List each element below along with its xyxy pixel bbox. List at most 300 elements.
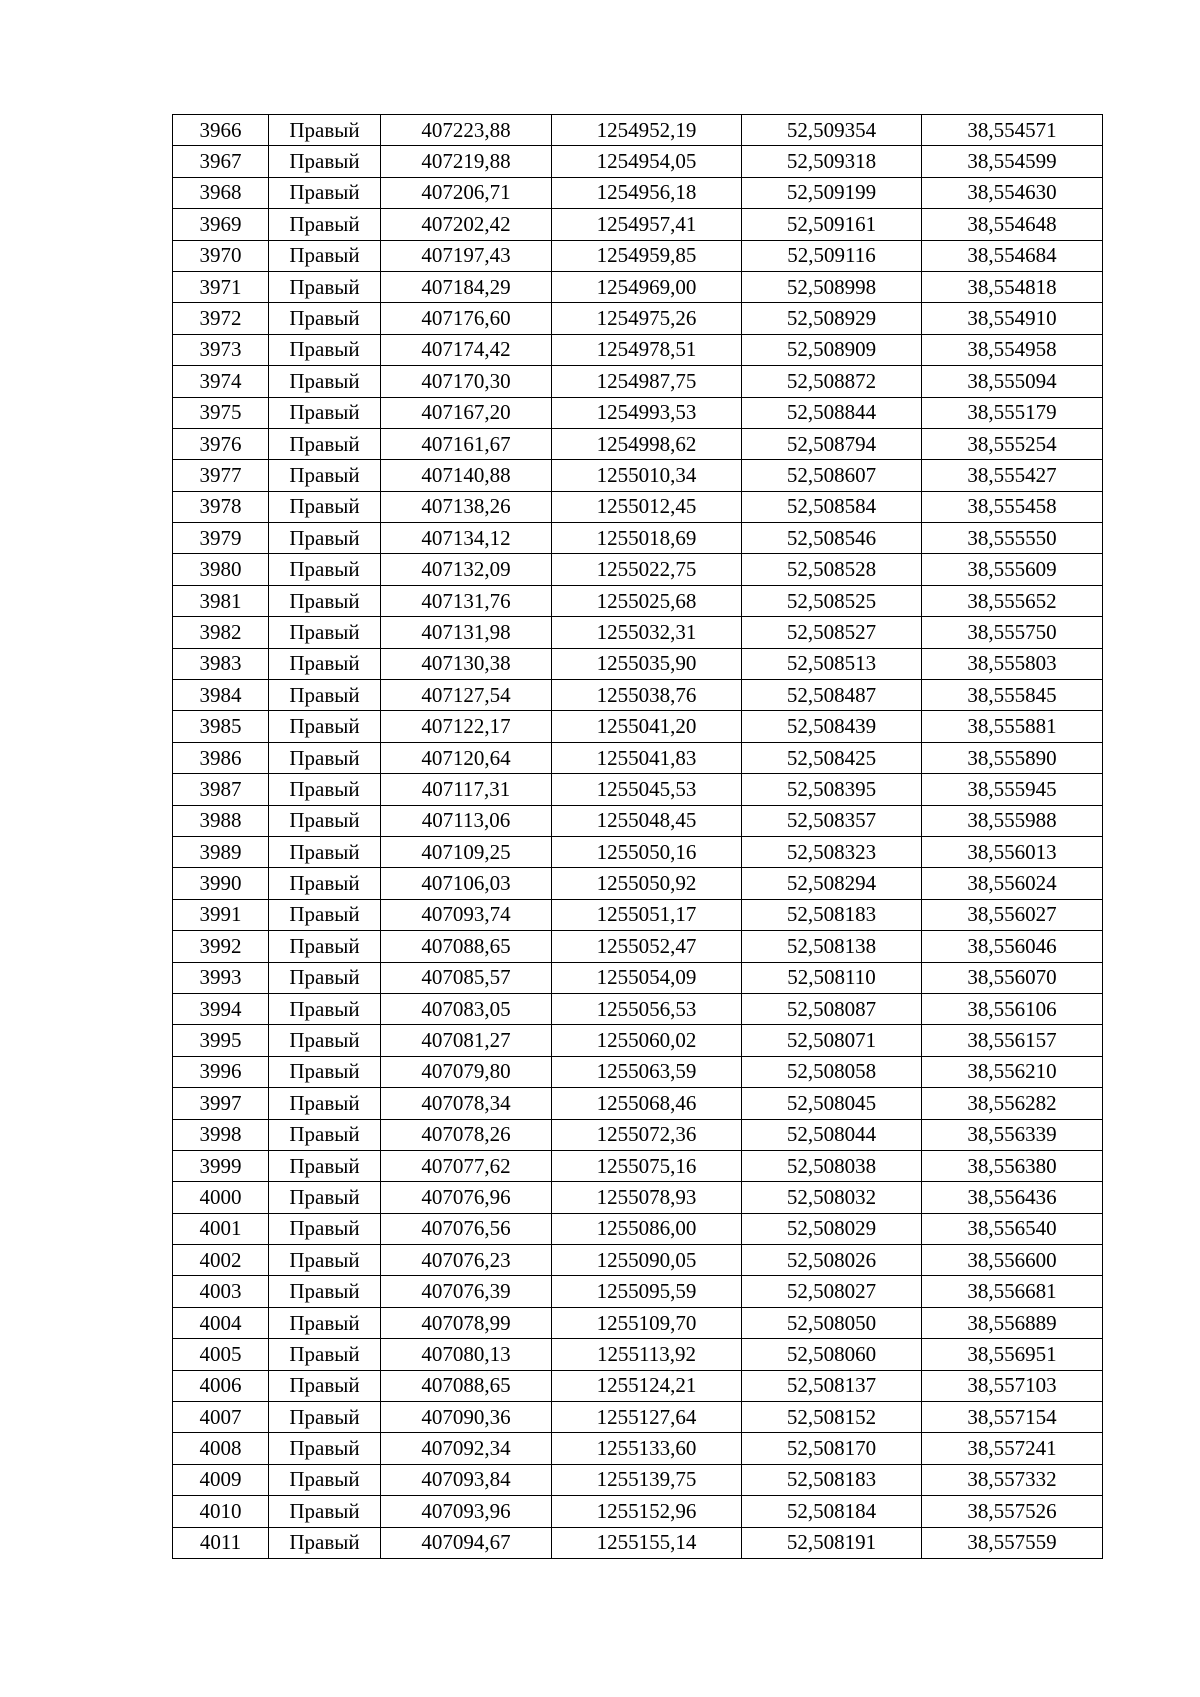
table-row	[173, 805, 1103, 836]
point-number-cell: 3983	[173, 648, 269, 679]
table-row	[173, 1056, 1103, 1087]
y-coordinate-cell: 1255113,92	[552, 1339, 742, 1370]
latitude-cell: 52,508170	[742, 1433, 922, 1464]
x-coordinate-cell: 407080,13	[381, 1339, 552, 1370]
table-row	[173, 1307, 1103, 1338]
longitude-cell: 38,555652	[922, 585, 1103, 616]
table-row	[173, 836, 1103, 867]
table-row	[173, 460, 1103, 491]
y-coordinate-cell: 1255012,45	[552, 491, 742, 522]
side-cell: Правый	[269, 366, 381, 397]
side-cell: Правый	[269, 271, 381, 302]
side-cell: Правый	[269, 1370, 381, 1401]
y-coordinate-cell: 1254993,53	[552, 397, 742, 428]
y-coordinate-cell: 1255038,76	[552, 680, 742, 711]
table-row	[173, 1088, 1103, 1119]
coordinates-table	[172, 114, 1103, 1559]
x-coordinate-cell: 407076,96	[381, 1182, 552, 1213]
latitude-cell: 52,508584	[742, 491, 922, 522]
side-cell: Правый	[269, 1056, 381, 1087]
x-coordinate-cell: 407088,65	[381, 931, 552, 962]
y-coordinate-cell: 1254957,41	[552, 209, 742, 240]
longitude-cell: 38,556282	[922, 1088, 1103, 1119]
x-coordinate-cell: 407076,39	[381, 1276, 552, 1307]
side-cell: Правый	[269, 115, 381, 146]
x-coordinate-cell: 407093,84	[381, 1464, 552, 1495]
point-number-cell: 3973	[173, 334, 269, 365]
point-number-cell: 3984	[173, 680, 269, 711]
x-coordinate-cell: 407132,09	[381, 554, 552, 585]
longitude-cell: 38,557103	[922, 1370, 1103, 1401]
longitude-cell: 38,555890	[922, 742, 1103, 773]
latitude-cell: 52,509318	[742, 146, 922, 177]
point-number-cell: 4001	[173, 1213, 269, 1244]
latitude-cell: 52,508525	[742, 585, 922, 616]
latitude-cell: 52,508038	[742, 1150, 922, 1181]
latitude-cell: 52,508087	[742, 993, 922, 1024]
side-cell: Правый	[269, 1276, 381, 1307]
longitude-cell: 38,556070	[922, 962, 1103, 993]
side-cell: Правый	[269, 1464, 381, 1495]
longitude-cell: 38,556046	[922, 931, 1103, 962]
y-coordinate-cell: 1255090,05	[552, 1245, 742, 1276]
x-coordinate-cell: 407076,23	[381, 1245, 552, 1276]
table-row	[173, 868, 1103, 899]
side-cell: Правый	[269, 993, 381, 1024]
y-coordinate-cell: 1255068,46	[552, 1088, 742, 1119]
longitude-cell: 38,554818	[922, 271, 1103, 302]
latitude-cell: 52,508294	[742, 868, 922, 899]
longitude-cell: 38,555881	[922, 711, 1103, 742]
y-coordinate-cell: 1255045,53	[552, 774, 742, 805]
y-coordinate-cell: 1255060,02	[552, 1025, 742, 1056]
x-coordinate-cell: 407081,27	[381, 1025, 552, 1056]
latitude-cell: 52,508607	[742, 460, 922, 491]
table-row	[173, 428, 1103, 459]
side-cell: Правый	[269, 680, 381, 711]
point-number-cell: 3987	[173, 774, 269, 805]
latitude-cell: 52,508527	[742, 617, 922, 648]
y-coordinate-cell: 1255041,83	[552, 742, 742, 773]
y-coordinate-cell: 1254998,62	[552, 428, 742, 459]
table-row	[173, 1276, 1103, 1307]
latitude-cell: 52,508183	[742, 899, 922, 930]
latitude-cell: 52,508191	[742, 1527, 922, 1558]
latitude-cell: 52,508050	[742, 1307, 922, 1338]
side-cell: Правый	[269, 397, 381, 428]
longitude-cell: 38,555945	[922, 774, 1103, 805]
y-coordinate-cell: 1254969,00	[552, 271, 742, 302]
x-coordinate-cell: 407130,38	[381, 648, 552, 679]
latitude-cell: 52,508909	[742, 334, 922, 365]
longitude-cell: 38,556157	[922, 1025, 1103, 1056]
x-coordinate-cell: 407170,30	[381, 366, 552, 397]
table-row	[173, 585, 1103, 616]
longitude-cell: 38,556339	[922, 1119, 1103, 1150]
latitude-cell: 52,508137	[742, 1370, 922, 1401]
y-coordinate-cell: 1255010,34	[552, 460, 742, 491]
latitude-cell: 52,508058	[742, 1056, 922, 1087]
x-coordinate-cell: 407094,67	[381, 1527, 552, 1558]
point-number-cell: 3966	[173, 115, 269, 146]
side-cell: Правый	[269, 240, 381, 271]
table-row	[173, 1025, 1103, 1056]
longitude-cell: 38,555094	[922, 366, 1103, 397]
longitude-cell: 38,554571	[922, 115, 1103, 146]
y-coordinate-cell: 1255127,64	[552, 1402, 742, 1433]
point-number-cell: 3994	[173, 993, 269, 1024]
latitude-cell: 52,508060	[742, 1339, 922, 1370]
x-coordinate-cell: 407113,06	[381, 805, 552, 836]
longitude-cell: 38,556024	[922, 868, 1103, 899]
y-coordinate-cell: 1255050,16	[552, 836, 742, 867]
table-row	[173, 931, 1103, 962]
x-coordinate-cell: 407134,12	[381, 523, 552, 554]
side-cell: Правый	[269, 1245, 381, 1276]
longitude-cell: 38,556436	[922, 1182, 1103, 1213]
y-coordinate-cell: 1254975,26	[552, 303, 742, 334]
longitude-cell: 38,555427	[922, 460, 1103, 491]
table-row	[173, 334, 1103, 365]
longitude-cell: 38,555458	[922, 491, 1103, 522]
latitude-cell: 52,508045	[742, 1088, 922, 1119]
table-row	[173, 1119, 1103, 1150]
y-coordinate-cell: 1255078,93	[552, 1182, 742, 1213]
table-row	[173, 1339, 1103, 1370]
y-coordinate-cell: 1255109,70	[552, 1307, 742, 1338]
longitude-cell: 38,556889	[922, 1307, 1103, 1338]
y-coordinate-cell: 1254978,51	[552, 334, 742, 365]
longitude-cell: 38,556681	[922, 1276, 1103, 1307]
x-coordinate-cell: 407092,34	[381, 1433, 552, 1464]
point-number-cell: 3992	[173, 931, 269, 962]
y-coordinate-cell: 1254959,85	[552, 240, 742, 271]
y-coordinate-cell: 1255139,75	[552, 1464, 742, 1495]
longitude-cell: 38,556540	[922, 1213, 1103, 1244]
side-cell: Правый	[269, 962, 381, 993]
side-cell: Правый	[269, 146, 381, 177]
y-coordinate-cell: 1255022,75	[552, 554, 742, 585]
latitude-cell: 52,508487	[742, 680, 922, 711]
latitude-cell: 52,508110	[742, 962, 922, 993]
point-number-cell: 3979	[173, 523, 269, 554]
x-coordinate-cell: 407223,88	[381, 115, 552, 146]
x-coordinate-cell: 407206,71	[381, 177, 552, 208]
y-coordinate-cell: 1255018,69	[552, 523, 742, 554]
side-cell: Правый	[269, 617, 381, 648]
latitude-cell: 52,508844	[742, 397, 922, 428]
side-cell: Правый	[269, 711, 381, 742]
latitude-cell: 52,508026	[742, 1245, 922, 1276]
x-coordinate-cell: 407085,57	[381, 962, 552, 993]
latitude-cell: 52,508528	[742, 554, 922, 585]
table-row	[173, 115, 1103, 146]
side-cell: Правый	[269, 1496, 381, 1527]
side-cell: Правый	[269, 805, 381, 836]
side-cell: Правый	[269, 460, 381, 491]
longitude-cell: 38,554684	[922, 240, 1103, 271]
longitude-cell: 38,555179	[922, 397, 1103, 428]
point-number-cell: 3988	[173, 805, 269, 836]
x-coordinate-cell: 407090,36	[381, 1402, 552, 1433]
longitude-cell: 38,555803	[922, 648, 1103, 679]
table-row	[173, 303, 1103, 334]
side-cell: Правый	[269, 899, 381, 930]
latitude-cell: 52,508794	[742, 428, 922, 459]
y-coordinate-cell: 1254987,75	[552, 366, 742, 397]
x-coordinate-cell: 407109,25	[381, 836, 552, 867]
table-row	[173, 523, 1103, 554]
y-coordinate-cell: 1255155,14	[552, 1527, 742, 1558]
x-coordinate-cell: 407079,80	[381, 1056, 552, 1087]
x-coordinate-cell: 407076,56	[381, 1213, 552, 1244]
y-coordinate-cell: 1255025,68	[552, 585, 742, 616]
table-row	[173, 1213, 1103, 1244]
table-row	[173, 1245, 1103, 1276]
point-number-cell: 3991	[173, 899, 269, 930]
y-coordinate-cell: 1255095,59	[552, 1276, 742, 1307]
table-row	[173, 554, 1103, 585]
point-number-cell: 4007	[173, 1402, 269, 1433]
side-cell: Правый	[269, 1307, 381, 1338]
table-row	[173, 240, 1103, 271]
point-number-cell: 3969	[173, 209, 269, 240]
latitude-cell: 52,508152	[742, 1402, 922, 1433]
side-cell: Правый	[269, 1213, 381, 1244]
longitude-cell: 38,555550	[922, 523, 1103, 554]
table-row	[173, 1150, 1103, 1181]
point-number-cell: 3986	[173, 742, 269, 773]
side-cell: Правый	[269, 1088, 381, 1119]
point-number-cell: 3970	[173, 240, 269, 271]
table-row	[173, 146, 1103, 177]
point-number-cell: 3981	[173, 585, 269, 616]
x-coordinate-cell: 407184,29	[381, 271, 552, 302]
point-number-cell: 3996	[173, 1056, 269, 1087]
latitude-cell: 52,508183	[742, 1464, 922, 1495]
y-coordinate-cell: 1255063,59	[552, 1056, 742, 1087]
longitude-cell: 38,557154	[922, 1402, 1103, 1433]
point-number-cell: 4005	[173, 1339, 269, 1370]
longitude-cell: 38,555988	[922, 805, 1103, 836]
point-number-cell: 3978	[173, 491, 269, 522]
table-row	[173, 1496, 1103, 1527]
table-row	[173, 491, 1103, 522]
table-row	[173, 177, 1103, 208]
x-coordinate-cell: 407078,26	[381, 1119, 552, 1150]
y-coordinate-cell: 1255051,17	[552, 899, 742, 930]
latitude-cell: 52,509199	[742, 177, 922, 208]
point-number-cell: 3997	[173, 1088, 269, 1119]
side-cell: Правый	[269, 774, 381, 805]
x-coordinate-cell: 407093,74	[381, 899, 552, 930]
x-coordinate-cell: 407131,98	[381, 617, 552, 648]
x-coordinate-cell: 407174,42	[381, 334, 552, 365]
x-coordinate-cell: 407120,64	[381, 742, 552, 773]
longitude-cell: 38,554630	[922, 177, 1103, 208]
side-cell: Правый	[269, 931, 381, 962]
table-row	[173, 209, 1103, 240]
latitude-cell: 52,508029	[742, 1213, 922, 1244]
latitude-cell: 52,508513	[742, 648, 922, 679]
x-coordinate-cell: 407127,54	[381, 680, 552, 711]
longitude-cell: 38,554648	[922, 209, 1103, 240]
y-coordinate-cell: 1255050,92	[552, 868, 742, 899]
latitude-cell: 52,508138	[742, 931, 922, 962]
latitude-cell: 52,508323	[742, 836, 922, 867]
point-number-cell: 4006	[173, 1370, 269, 1401]
table-row	[173, 711, 1103, 742]
latitude-cell: 52,508032	[742, 1182, 922, 1213]
table-row	[173, 774, 1103, 805]
table-row	[173, 742, 1103, 773]
side-cell: Правый	[269, 1119, 381, 1150]
point-number-cell: 3985	[173, 711, 269, 742]
latitude-cell: 52,508395	[742, 774, 922, 805]
side-cell: Правый	[269, 1150, 381, 1181]
longitude-cell: 38,556106	[922, 993, 1103, 1024]
point-number-cell: 3974	[173, 366, 269, 397]
latitude-cell: 52,508929	[742, 303, 922, 334]
x-coordinate-cell: 407117,31	[381, 774, 552, 805]
y-coordinate-cell: 1254952,19	[552, 115, 742, 146]
point-number-cell: 4002	[173, 1245, 269, 1276]
longitude-cell: 38,557559	[922, 1527, 1103, 1558]
x-coordinate-cell: 407167,20	[381, 397, 552, 428]
side-cell: Правый	[269, 1339, 381, 1370]
point-number-cell: 4009	[173, 1464, 269, 1495]
side-cell: Правый	[269, 1182, 381, 1213]
latitude-cell: 52,509116	[742, 240, 922, 271]
table-row	[173, 366, 1103, 397]
point-number-cell: 3976	[173, 428, 269, 459]
side-cell: Правый	[269, 303, 381, 334]
y-coordinate-cell: 1255086,00	[552, 1213, 742, 1244]
x-coordinate-cell: 407140,88	[381, 460, 552, 491]
side-cell: Правый	[269, 1433, 381, 1464]
longitude-cell: 38,554958	[922, 334, 1103, 365]
table-row	[173, 1370, 1103, 1401]
x-coordinate-cell: 407093,96	[381, 1496, 552, 1527]
latitude-cell: 52,509354	[742, 115, 922, 146]
x-coordinate-cell: 407131,76	[381, 585, 552, 616]
point-number-cell: 4000	[173, 1182, 269, 1213]
side-cell: Правый	[269, 523, 381, 554]
longitude-cell: 38,557332	[922, 1464, 1103, 1495]
point-number-cell: 3972	[173, 303, 269, 334]
x-coordinate-cell: 407202,42	[381, 209, 552, 240]
table-row	[173, 1433, 1103, 1464]
longitude-cell: 38,556013	[922, 836, 1103, 867]
x-coordinate-cell: 407083,05	[381, 993, 552, 1024]
y-coordinate-cell: 1255054,09	[552, 962, 742, 993]
point-number-cell: 3990	[173, 868, 269, 899]
y-coordinate-cell: 1254954,05	[552, 146, 742, 177]
side-cell: Правый	[269, 554, 381, 585]
table-row	[173, 397, 1103, 428]
longitude-cell: 38,554599	[922, 146, 1103, 177]
y-coordinate-cell: 1255052,47	[552, 931, 742, 962]
point-number-cell: 3971	[173, 271, 269, 302]
y-coordinate-cell: 1255152,96	[552, 1496, 742, 1527]
y-coordinate-cell: 1255124,21	[552, 1370, 742, 1401]
longitude-cell: 38,555609	[922, 554, 1103, 585]
point-number-cell: 3998	[173, 1119, 269, 1150]
x-coordinate-cell: 407078,99	[381, 1307, 552, 1338]
x-coordinate-cell: 407106,03	[381, 868, 552, 899]
y-coordinate-cell: 1255075,16	[552, 1150, 742, 1181]
side-cell: Правый	[269, 648, 381, 679]
latitude-cell: 52,508872	[742, 366, 922, 397]
latitude-cell: 52,508357	[742, 805, 922, 836]
y-coordinate-cell: 1255041,20	[552, 711, 742, 742]
point-number-cell: 3999	[173, 1150, 269, 1181]
x-coordinate-cell: 407077,62	[381, 1150, 552, 1181]
side-cell: Правый	[269, 1402, 381, 1433]
point-number-cell: 3995	[173, 1025, 269, 1056]
table-row	[173, 1464, 1103, 1495]
side-cell: Правый	[269, 428, 381, 459]
side-cell: Правый	[269, 868, 381, 899]
longitude-cell: 38,557241	[922, 1433, 1103, 1464]
point-number-cell: 4011	[173, 1527, 269, 1558]
y-coordinate-cell: 1255133,60	[552, 1433, 742, 1464]
table-row	[173, 899, 1103, 930]
point-number-cell: 4008	[173, 1433, 269, 1464]
table-row	[173, 680, 1103, 711]
point-number-cell: 3993	[173, 962, 269, 993]
longitude-cell: 38,557526	[922, 1496, 1103, 1527]
latitude-cell: 52,508044	[742, 1119, 922, 1150]
coordinates-table-body	[173, 115, 1103, 1559]
latitude-cell: 52,508439	[742, 711, 922, 742]
x-coordinate-cell: 407197,43	[381, 240, 552, 271]
table-row	[173, 271, 1103, 302]
table-row	[173, 1402, 1103, 1433]
longitude-cell: 38,555845	[922, 680, 1103, 711]
point-number-cell: 4004	[173, 1307, 269, 1338]
y-coordinate-cell: 1255072,36	[552, 1119, 742, 1150]
latitude-cell: 52,508546	[742, 523, 922, 554]
point-number-cell: 3977	[173, 460, 269, 491]
side-cell: Правый	[269, 836, 381, 867]
point-number-cell: 3989	[173, 836, 269, 867]
side-cell: Правый	[269, 177, 381, 208]
x-coordinate-cell: 407078,34	[381, 1088, 552, 1119]
point-number-cell: 4010	[173, 1496, 269, 1527]
x-coordinate-cell: 407219,88	[381, 146, 552, 177]
point-number-cell: 3968	[173, 177, 269, 208]
side-cell: Правый	[269, 491, 381, 522]
latitude-cell: 52,508027	[742, 1276, 922, 1307]
longitude-cell: 38,555750	[922, 617, 1103, 648]
side-cell: Правый	[269, 334, 381, 365]
table-row	[173, 1527, 1103, 1558]
latitude-cell: 52,508071	[742, 1025, 922, 1056]
latitude-cell: 52,509161	[742, 209, 922, 240]
longitude-cell: 38,556600	[922, 1245, 1103, 1276]
latitude-cell: 52,508998	[742, 271, 922, 302]
y-coordinate-cell: 1255035,90	[552, 648, 742, 679]
x-coordinate-cell: 407088,65	[381, 1370, 552, 1401]
table-row	[173, 993, 1103, 1024]
latitude-cell: 52,508425	[742, 742, 922, 773]
longitude-cell: 38,555254	[922, 428, 1103, 459]
x-coordinate-cell: 407138,26	[381, 491, 552, 522]
y-coordinate-cell: 1254956,18	[552, 177, 742, 208]
side-cell: Правый	[269, 1025, 381, 1056]
longitude-cell: 38,556951	[922, 1339, 1103, 1370]
